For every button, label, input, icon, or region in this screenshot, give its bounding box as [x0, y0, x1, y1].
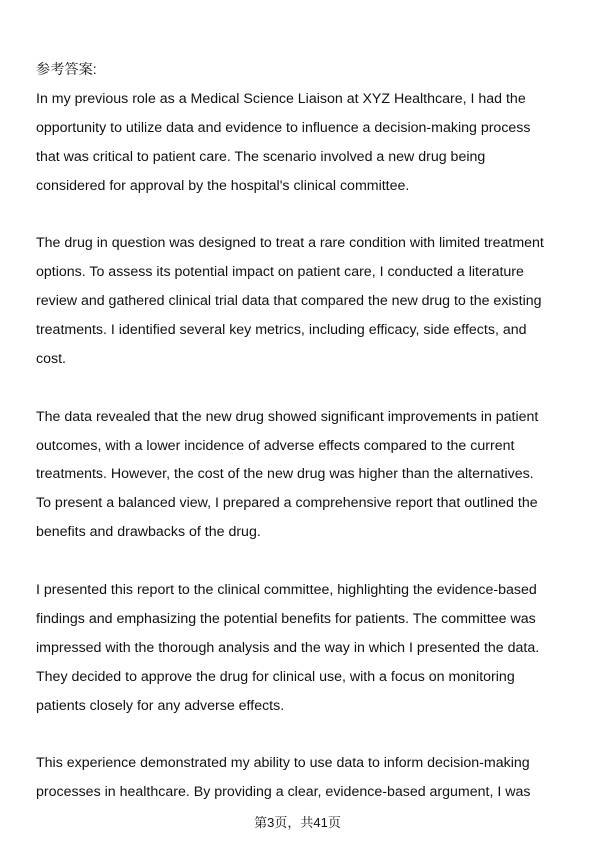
text-line: processes in healthcare. By providing a clear, evidence-based argument, I was: [36, 784, 531, 801]
text-line: review and gathered clinical trial data that compared the new drug to the existing: [36, 293, 542, 310]
answer-heading: 参考答案:: [36, 62, 97, 78]
paragraph-2: [36, 229, 561, 373]
text-line: I presented this report to the clinical committee, highlighting the evidence-based: [36, 582, 537, 599]
text-line: patients closely for any adverse effects.: [36, 697, 285, 714]
text-line: considered for approval by the hospital's clinical committee.: [36, 177, 410, 194]
text-line: The data revealed that the new drug showed significant improvements in patient: [36, 408, 539, 425]
text-line: treatments. I identified several key metrics, including efficacy, side effects, and: [36, 322, 527, 339]
text-line: This experience demonstrated my ability to use data to inform decision-making: [36, 755, 530, 772]
text-line: To present a balanced view, I prepared a comprehensive report that outlined the: [36, 495, 538, 512]
text-line: impressed with the thorough analysis and the way in which I presented the data.: [36, 639, 540, 656]
paragraph-1: [36, 85, 561, 201]
text-line: In my previous role as a Medical Science Liaison at XYZ Healthcare, I had the: [36, 90, 526, 107]
text-line: findings and emphasizing the potential benefits for patients. The committee was: [36, 610, 536, 627]
text-line: outcomes, with a lower incidence of adverse effects compared to the current: [36, 437, 515, 454]
text-line: benefits and drawbacks of the drug.: [36, 524, 261, 541]
paragraph-3: [36, 403, 561, 547]
document-body: [36, 56, 561, 807]
text-line: that was critical to patient care. The scenario involved a new drug being: [36, 148, 486, 165]
text-line: cost.: [36, 350, 66, 367]
text-line: The drug in question was designed to treat a rare condition with limited treatment: [36, 235, 544, 252]
text-line: treatments. However, the cost of the new drug was higher than the alternatives.: [36, 466, 534, 483]
paragraph-5: [36, 749, 561, 807]
page-number-footer: 第3页，共41页: [254, 815, 341, 830]
paragraph-4: [36, 576, 561, 720]
text-line: opportunity to utilize data and evidence to influence a decision-making process: [36, 119, 531, 136]
text-line: options. To assess its potential impact on patient care, I conducted a literature: [36, 264, 524, 281]
text-line: They decided to approve the drug for clinical use, with a focus on monitoring: [36, 668, 515, 685]
